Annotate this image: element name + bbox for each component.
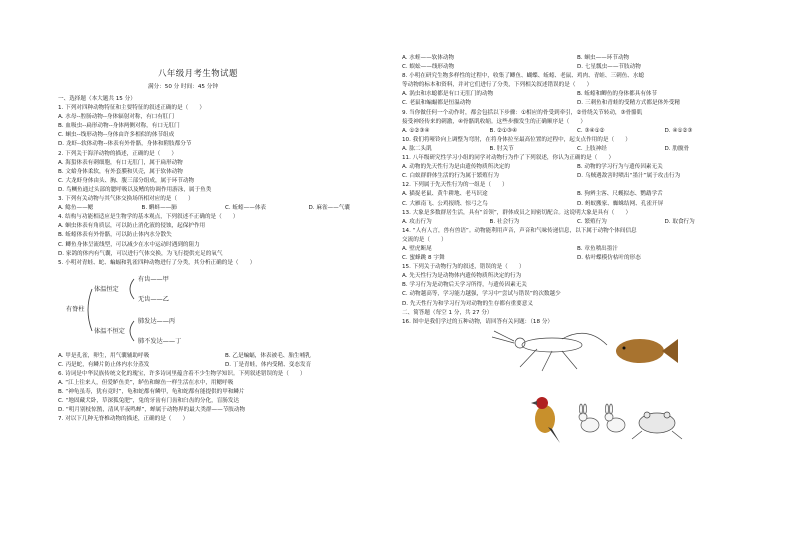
option-row [402,90,752,99]
option-text: A. 水母--腔肠动物--身体辐射对称，有口有肛门 [58,114,175,121]
exam-title: 八年级月考生物试题 [158,68,238,78]
classification-diagram [62,271,392,349]
text-line: 3. 下列有关动物与其气体交换场所相对应的是（ ） [58,196,194,203]
text-line: D. “明月别枝惊鹊，清风半夜鸣蝉”，蝉属于动物界的最大类群——节肢动物 [58,407,246,414]
text-line: 2. 下列关于海洋动物的描述，正确的是（ ） [58,150,177,157]
text-line: 8. 小明在研究生物多样性的过程中，收集了鲫鱼、蝴蝶、蚯蚓、老鼠、鸡肉、青蛙、三刺鱼、水螅 [402,73,645,80]
option-text: B. 章鱼喷出墨汁 [577,245,618,252]
option-row [402,254,752,263]
option-text: B. 乙是蝙蝠，体表被毛、胎生哺乳 [225,352,311,359]
option-row [402,245,752,254]
option-text: C. 蜈蚣——线形动物 [402,64,455,71]
option-text: B. ②①③④ [489,127,517,134]
text-line: D. 鸟鲗鱼通过头部的腮呼吸以及鳍的协调作用游泳，属于鱼类 [58,186,212,193]
option-text: A. 肱二头肌 [402,145,432,152]
left-column [58,95,392,425]
text-line: 16. 图中是我们学过的五种动物，请回答有关问题：（18 分） [402,318,554,325]
text-line: A. 蛔虫体表有角质层，可以防止消化液的侵蚀，起保护作用 [58,223,206,230]
option-text: C. 丙是蛇，有鳞片防止体内水分蒸发 [58,361,150,368]
option-text: C. 大雁南飞、公鸡报晓、惊弓之鸟 [402,200,488,207]
text-line: D. 龙虾--软体动物--体表有外骨骼，身体和附肢都分节 [58,141,192,148]
text-line: B. 学习行为是动物后天学习所得，与遗传因素无关 [402,282,527,289]
text-line: B. 血吸虫--扁形动物--身体两侧对称，有口无肛门 [58,123,180,130]
option-text: A. 攻击行为 [402,218,432,225]
option-text: B. 社会行为 [489,218,520,225]
text-line: A. “江上往来人，但爱鲈鱼美”，鲈鱼和鲸鱼一样生活在水中，用鳃呼吸 [58,380,234,387]
option-row [402,218,752,227]
option-text: A. 壁虎断尾 [402,245,432,252]
diagram-leaf: 肺发达——丙 [138,317,176,325]
text-line: C. 蛔虫--线形动物--身体由许多相似的体节组成 [58,132,175,139]
option-text: D. 取食行为 [664,218,695,225]
option-text: A. 涡虫和水螅都是有口无肛门的动物 [402,91,494,98]
option-text: B. 肘关节 [489,145,514,152]
diagram-leaf: 有齿——甲 [138,275,169,283]
text-line: 12. 下列属于先天性行为的一组是（ ） [402,182,508,189]
text-line: 6. 诗词是中华民族传统文化的瑰宝，许多诗词里蕴含着不少生物学知识。下列叙述错误的是（ ） [58,370,306,377]
diagram-branch: 体温恒定 [94,285,119,293]
option-text: D. ④①②③ [664,127,693,134]
option-text: C. 白蚁群群体生活的行为属于繁殖行为 [402,173,499,180]
text-line: C. “地固藏犬卧，草深狐兔肥”，兔的牙齿有门齿和臼齿的分化，盲肠发达 [58,398,240,405]
option-text: A. ①②③④ [402,127,430,134]
text-line: D. 家鸽的体内有气囊，可以进行气体交换，为飞行提供充足的氧气 [58,250,223,257]
diagram-leaf: 无齿——乙 [138,295,169,303]
option-text: A. 鲶鱼——鳃 [58,205,94,212]
text-line: 15. 下列关于动物行为的叙述，错误的是（ ） [402,264,525,271]
frog-illustration [632,412,682,439]
option-text: B. 狗辨主客、尺蠖拟态、鹦鹉学舌 [577,191,663,198]
exam-meta: 满分：50 分 时间：45 分钟 [148,84,218,90]
text-line: 9. 当你做任何一个动作时，都会包括以下步骤：①相应的骨受到牵引，②骨绕关节转动，③骨骼肌 [402,109,643,116]
animal-figures [402,327,752,455]
option-row [58,361,392,370]
text-line: 接受神经传来的刺激，④骨骼肌收缩。这些步骤发生的正确顺序是（ ） [402,118,587,125]
text-line: 5. 小明对青蛙、蛇、蝙蝠和乳雀四种动物进行了分类，其分析正确的是（ ） [58,259,256,266]
option-text: D. 乌贼遇敌害时喷出“墨汁”属于攻击行为 [577,173,681,180]
grasshopper-illustration [492,331,607,371]
rabbit-illustration [579,404,625,432]
text-line: B. “神龟虽寿，犹有竟时”，龟和蛇都有鳞甲，龟和蛇都有能提供的甲和鳞片 [58,389,245,396]
option-text: D. 三刺鱼和青蛙的受精方式都是体外受精 [577,100,680,107]
diagram-lines [62,271,322,349]
text-line: 4. 结构与功能相适应是生物学的基本观点，下列叙述不正确的是（ ） [58,214,239,221]
option-text: D. 麻雀——气囊 [308,205,350,212]
option-row [58,352,392,361]
option-row [402,54,752,63]
option-text: B. 蝌蚪——肺 [141,205,177,212]
option-row [402,190,752,199]
option-text: C. 老鼠和蝙蝠都是恒温动物 [402,100,471,107]
bird-illustration [531,397,560,443]
option-text: B. 蚯蚓和鲫鱼的身体都具有体节 [577,91,658,98]
option-text: C. 蜜蜂跳 8 字舞 [402,255,445,262]
option-row [402,172,752,181]
text-line: 二、简答题（每空 1 分，共 27 分） [402,309,493,316]
text-line: 7. 对以下几种无脊椎动物的描述，正确的是（ ） [58,416,189,423]
option-text: C. 繁殖行为 [577,218,607,225]
option-text: A. 动物的先天性行为是由遗传物质所决定的 [402,164,510,171]
option-text [225,113,392,122]
text-line: 11. 八年级研究性学习小组的同学对动物行为作了下列叙述，你认为正确的是（ ） [402,155,615,162]
option-text: D. 蚂蚁搬家、蜘蛛结网、孔雀开屏 [577,200,664,207]
diagram-leaf: 肺不发达——丁 [138,337,182,345]
option-row [402,63,752,72]
text-line: C. 大龙虾身体由头、胸、腹三部分组成，属于环节动物 [58,177,195,184]
option-text: D. 丁是青蛙，体内受精、变态发育 [225,361,312,368]
option-text: B. 蛔虫——环节动物 [577,55,630,61]
option-text: C. 蚯蚓——体表 [225,205,267,212]
option-text: A. 猫捉老鼠、黄牛耕地、老马识途 [402,191,488,198]
text-line: 10. 我们将哑铃向上调整为弯肘，在将身体拉至最高位置的过程中，起支点作用的是（ ） [402,136,631,143]
option-row [402,145,752,154]
text-line: 交流的是（ ） [402,236,447,243]
text-line: A. 先天性行为是动物体内遗传物质所决定的行为 [402,273,522,280]
option-text: C. 上肢神经 [577,145,607,152]
option-text: B. 动物的学习行为与遗传因素无关 [577,164,663,171]
right-column [402,54,752,455]
option-text: A. 水蛭——软体动物 [402,55,455,61]
text-line: 1. 下列对四种动物特征和主要特征的叙述正确的是（ ） [58,105,205,112]
option-row [58,113,392,122]
animal-drawings [402,327,752,455]
text-line: C. 鲫鱼身体呈流线型，可以减少在水中运动时遇到的阻力 [58,241,200,248]
option-text: D. 七星瓢虫——节肢动物 [577,64,641,71]
text-line: A. 海蜇体表有刺细胞，有口无肛门，属于扁形动物 [58,159,183,166]
text-line: D. 先天性行为和学习行为对动物的生存都有重要意义 [402,300,533,307]
text-line: 14. “人有人言，兽有兽语”。动物能利用声音，声音和气味传递信息，以下属于动物个体间信息 [402,227,637,234]
option-row [402,200,752,209]
option-row [402,99,752,108]
fish-illustration [616,339,678,363]
text-line: B. 蚯蚓体表有外骨骼，可以防止体内水分散失 [58,232,172,239]
text-line: C. 动物越高等，学习能力越强，学习中“尝试与错误”的次数越少 [402,291,561,298]
option-text: A. 甲是孔雀，卵生，用气囊辅助呼吸 [58,352,150,359]
diagram-root: 有脊柱 [66,305,85,313]
option-row [58,204,392,213]
option-text: C. ③④①② [577,127,605,134]
text-line: 13. 大象是多数群居生活，具有“首领”，群体成员之间密切配合。这说明大象是具有（ ） [402,209,632,216]
option-text: D. 枯叶蝶模仿枯叶的形态 [577,255,641,262]
text-line: 一、选择题（本大题共 15 分） [58,96,136,102]
diagram-branch: 体温不恒定 [94,327,125,335]
text-line: B. 文蛤身体柔软，有外套膜和贝壳，属于软体动物 [58,168,183,175]
option-row [402,127,752,136]
option-row [402,163,752,172]
option-text: D. 肋髋骨 [664,145,690,152]
text-line: 等动物的标本和资料，并对它们进行了分类，下列相关叙述错误的是（ ） [402,82,593,89]
